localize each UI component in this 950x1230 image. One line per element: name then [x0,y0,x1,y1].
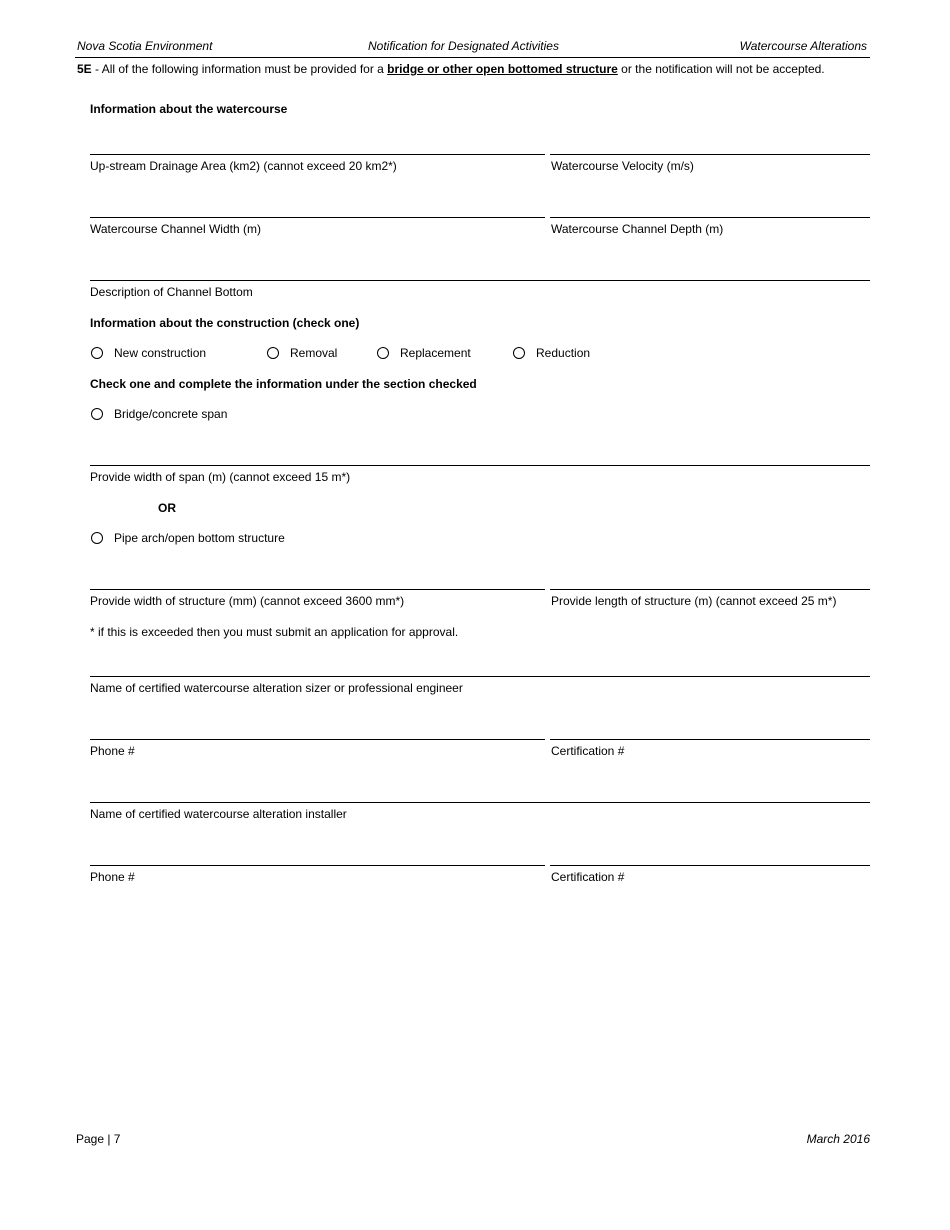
structure-length-label: Provide length of structure (m) (cannot exceed 25 m*) [551,594,837,608]
drainage-area-field[interactable] [90,154,545,155]
radio-circle-icon[interactable] [513,347,525,359]
radio-replacement-label: Replacement [400,346,471,360]
channel-bottom-field[interactable] [90,280,870,281]
channel-depth-label: Watercourse Channel Depth (m) [551,222,724,236]
span-width-label: Provide width of span (m) (cannot exceed 15 m*) [90,470,351,484]
installer-name-label: Name of certified watercourse alteration installer [90,807,347,821]
radio-pipe-arch-label: Pipe arch/open bottom structure [114,531,285,545]
header-title: Notification for Designated Activities [368,39,559,53]
header-section: Watercourse Alterations [739,39,867,53]
footer-date: March 2016 [806,1132,870,1146]
radio-circle-icon[interactable] [267,347,279,359]
structure-width-label: Provide width of structure (mm) (cannot exceed 3600 mm*) [90,594,405,608]
radio-reduction-label: Reduction [536,346,591,360]
header-rule [75,57,870,58]
radio-new-construction-label: New construction [114,346,207,360]
radio-pipe-arch[interactable] [91,531,285,545]
sizer-phone-label: Phone # [90,744,135,758]
radio-circle-icon[interactable] [91,347,103,359]
radio-circle-icon[interactable] [91,532,103,544]
intro-underlined: bridge or other open bottomed structure [387,62,618,76]
sizer-cert-label: Certification # [551,744,625,758]
sizer-name-label: Name of certified watercourse alteration sizer or professional engineer [90,681,463,695]
page-number: Page | 7 [76,1132,121,1146]
drainage-area-label: Up-stream Drainage Area (km2) (cannot exceed 20 km2*) [90,159,397,173]
velocity-label: Watercourse Velocity (m/s) [551,159,694,173]
channel-width-label: Watercourse Channel Width (m) [90,222,261,236]
structure-length-field[interactable] [550,589,870,590]
velocity-field[interactable] [550,154,870,155]
intro-text-2: or the notification will not be accepted. [617,62,825,76]
radio-removal[interactable] [267,346,337,360]
radio-removal-label: Removal [290,346,338,360]
span-width-field[interactable] [90,465,870,466]
construction-heading: Information about the construction (check one) [90,316,360,330]
radio-circle-icon[interactable] [377,347,389,359]
intro-text-1: - All of the following information must be provided for a [91,62,388,76]
radio-reduction[interactable] [513,346,590,360]
channel-bottom-label: Description of Channel Bottom [90,285,253,299]
structure-heading: Check one and complete the information under the section checked [90,377,477,391]
watercourse-heading: Information about the watercourse [90,102,288,116]
installer-cert-label: Certification # [551,870,625,884]
intro-prefix: 5E [77,62,92,76]
installer-cert-field[interactable] [550,865,870,866]
structure-width-field[interactable] [90,589,545,590]
radio-replacement[interactable] [377,346,471,360]
or-label: OR [158,501,176,515]
channel-width-field[interactable] [90,217,545,218]
sizer-name-field[interactable] [90,676,870,677]
sizer-cert-field[interactable] [550,739,870,740]
exceed-note: * if this is exceeded then you must submit an application for approval. [90,625,459,639]
radio-bridge[interactable] [91,407,227,421]
radio-bridge-label: Bridge/concrete span [114,407,228,421]
radio-circle-icon[interactable] [91,408,103,420]
radio-new-construction[interactable] [91,346,206,360]
intro-text [77,61,867,77]
installer-name-field[interactable] [90,802,870,803]
header-org: Nova Scotia Environment [77,39,213,53]
sizer-phone-field[interactable] [90,739,545,740]
installer-phone-label: Phone # [90,870,135,884]
channel-depth-field[interactable] [550,217,870,218]
installer-phone-field[interactable] [90,865,545,866]
